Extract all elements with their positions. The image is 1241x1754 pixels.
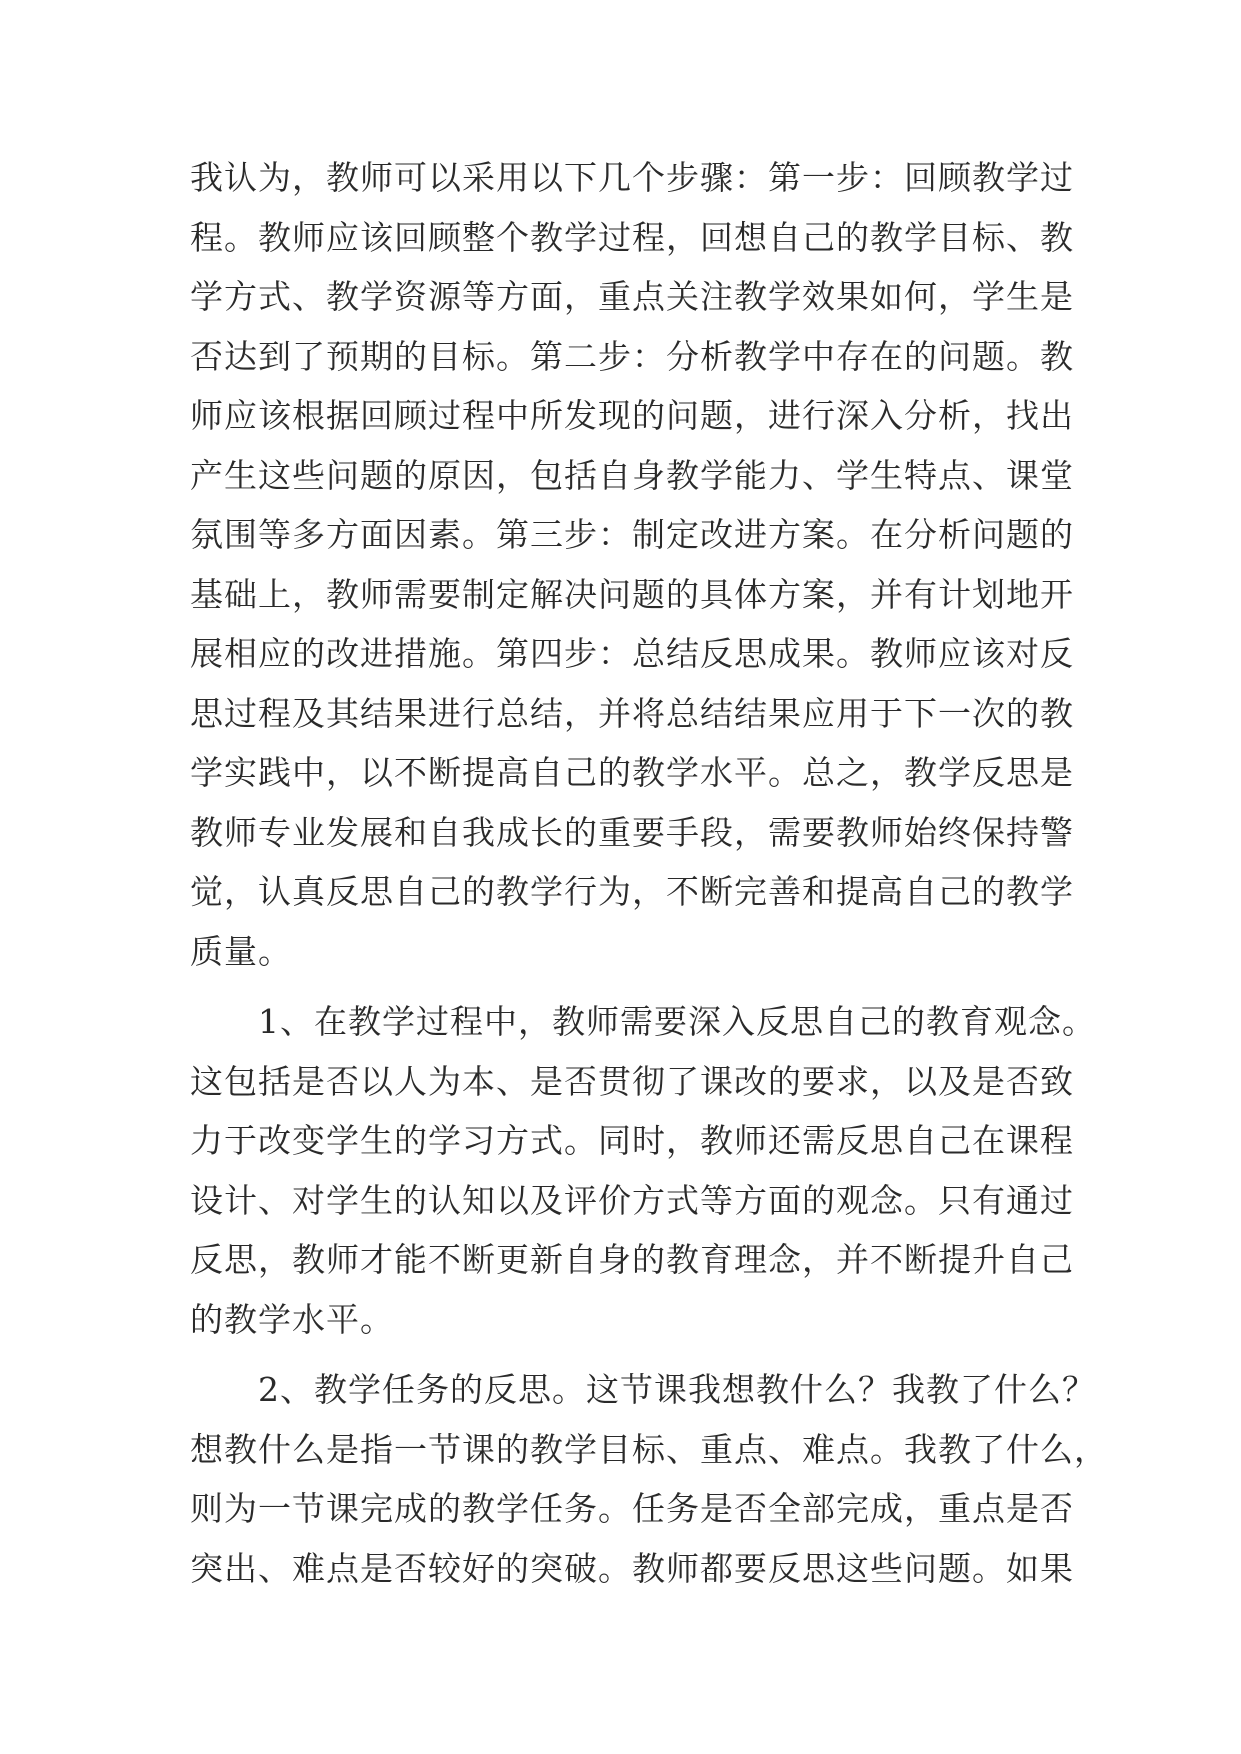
text-line: 氛围等多方面因素。第三步：制定改进方案。在分析问题的 — [190, 515, 1074, 554]
text-line: 展相应的改进措施。第四步：总结反思成果。教师应该对反 — [190, 634, 1074, 673]
text-line: 学方式、教学资源等方面，重点关注教学效果如何，学生是 — [190, 277, 1074, 316]
text-line: 程。教师应该回顾整个教学过程，回想自己的教学目标、教 — [190, 217, 1074, 257]
text-line: 这包括是否以人为本、是否贯彻了课改的要求，以及是否致 — [190, 1061, 1074, 1101]
text-line: 突出、难点是否较好的突破。教师都要反思这些问题。如果 — [190, 1548, 1074, 1588]
body-text — [190, 148, 1108, 1598]
text-line: 的教学水平。 — [190, 1299, 394, 1339]
text-line: 基础上，教师需要制定解决问题的具体方案，并有计划地开 — [190, 574, 1074, 614]
text-line: 学实践中，以不断提高自己的教学水平。总之，教学反思是 — [190, 753, 1074, 792]
text-line: 否达到了预期的目标。第二步：分析教学中存在的问题。教 — [190, 336, 1074, 376]
text-line: 想教什么是指一节课的教学目标、重点、难点。我教了什么， — [190, 1429, 1108, 1469]
text-line: 力于改变学生的学习方式。同时，教师还需反思自己在课程 — [190, 1121, 1074, 1160]
paragraph-point-1 — [190, 992, 1096, 1349]
text-line: 觉，认真反思自己的教学行为，不断完善和提高自己的教学 — [190, 872, 1074, 911]
paragraph-point-2 — [190, 1360, 1108, 1598]
text-line: 1、在教学过程中，教师需要深入反思自己的教育观念。 — [190, 1002, 1096, 1041]
text-line: 反思，教师才能不断更新自身的教育理念，并不断提升自己 — [190, 1240, 1074, 1279]
text-line: 设计、对学生的认知以及评价方式等方面的观念。只有通过 — [190, 1180, 1074, 1220]
text-line: 教师专业发展和自我成长的重要手段，需要教师始终保持警 — [190, 812, 1074, 852]
text-line: 师应该根据回顾过程中所发现的问题，进行深入分析，找出 — [190, 396, 1074, 435]
paragraph-spacing — [190, 981, 1070, 992]
text-line: 思过程及其结果进行总结，并将总结结果应用于下一次的教 — [190, 693, 1074, 733]
paragraph-spacing — [190, 1349, 1070, 1360]
text-line: 2、教学任务的反思。这节课我想教什么？我教了什么？ — [190, 1370, 1096, 1409]
text-line: 产生这些问题的原因，包括自身教学能力、学生特点、课堂 — [190, 455, 1074, 495]
text-line: 质量。 — [190, 931, 292, 971]
text-line: 则为一节课完成的教学任务。任务是否全部完成，重点是否 — [190, 1489, 1074, 1528]
text-line: 我认为，教师可以采用以下几个步骤：第一步：回顾教学过 — [190, 158, 1074, 197]
paragraph-steps — [190, 148, 1074, 981]
